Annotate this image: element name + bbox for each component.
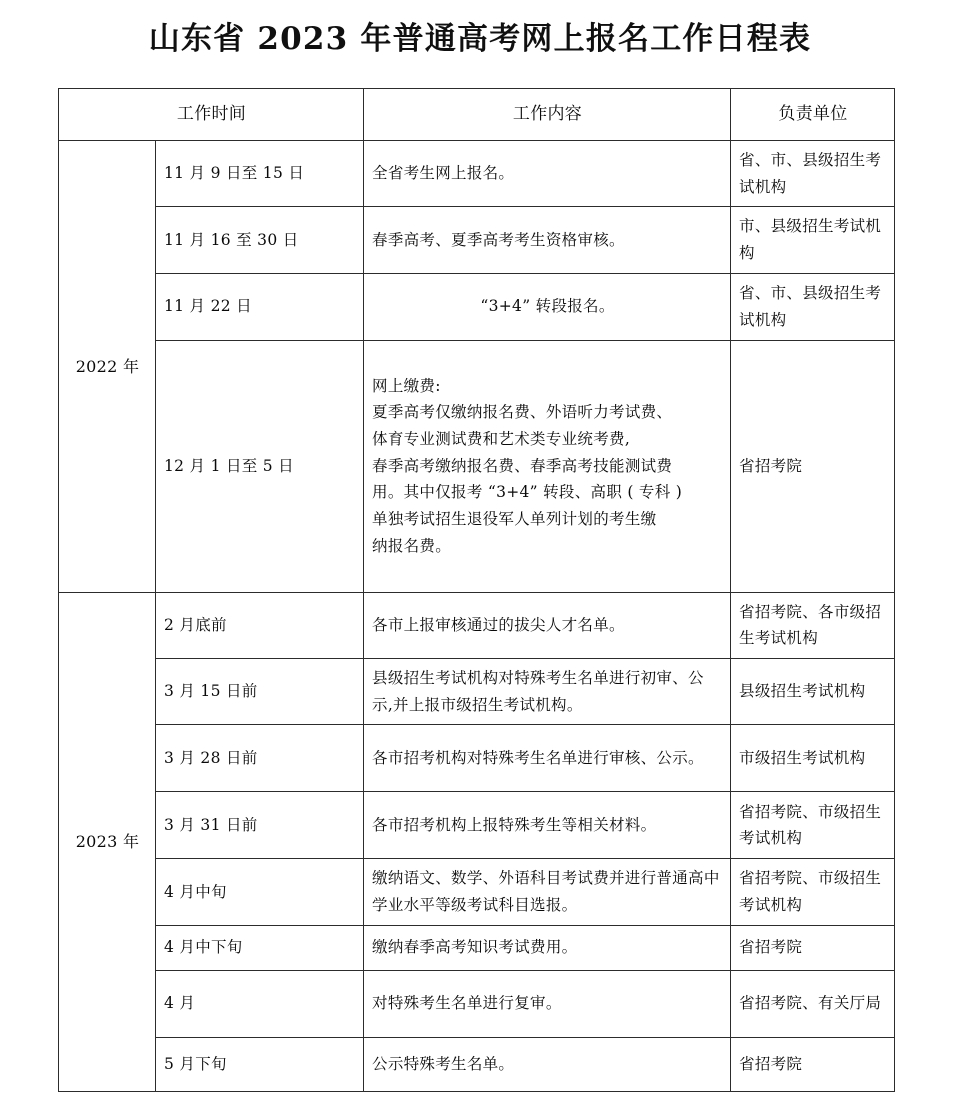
row-content: 各市招考机构对特殊考生名单进行审核、公示。 (364, 725, 731, 792)
row-content: 对特殊考生名单进行复审。 (364, 970, 731, 1037)
row-time: 3 月 15 日前 (156, 658, 364, 724)
row-unit: 省招考院、有关厅局 (731, 970, 895, 1037)
content-line: 用。其中仅报考 “3+4” 转段、高职 ( 专科 ) (372, 483, 683, 502)
row-unit: 省招考院、市级招生考试机构 (731, 859, 895, 925)
table-row (59, 725, 895, 792)
row-time: 5 月下旬 (156, 1037, 364, 1091)
content-line: 夏季高考仅缴纳报名费、外语听力考试费、 (372, 403, 673, 422)
row-unit: 省招考院、各市级招生考试机构 (731, 592, 895, 658)
table-row (59, 925, 895, 970)
row-time: 11 月 9 日至 15 日 (156, 141, 364, 207)
row-content: “3+4” 转段报名。 (364, 273, 731, 340)
table-row (59, 970, 895, 1037)
row-time: 3 月 28 日前 (156, 725, 364, 792)
row-content: 全省考生网上报名。 (364, 141, 731, 207)
row-content (364, 340, 731, 592)
row-time: 4 月 (156, 970, 364, 1037)
table-row (59, 592, 895, 658)
schedule-table-container (58, 88, 894, 1092)
row-time: 11 月 22 日 (156, 273, 364, 340)
row-content: 各市上报审核通过的拔尖人才名单。 (364, 592, 731, 658)
content-line: 单独考试招生退役军人单列计划的考生缴 (372, 510, 657, 529)
table-row (59, 1037, 895, 1091)
row-time: 3 月 31 日前 (156, 792, 364, 859)
table-row (59, 792, 895, 859)
row-time: 12 月 1 日至 5 日 (156, 340, 364, 592)
row-content-paragraph (372, 373, 723, 560)
content-line: 体育专业测试费和艺术类专业统考费, (372, 430, 631, 449)
row-unit: 省招考院 (731, 340, 895, 592)
row-unit: 市级招生考试机构 (731, 725, 895, 792)
table-row (59, 141, 895, 207)
row-unit: 县级招生考试机构 (731, 658, 895, 724)
row-unit: 省、市、县级招生考试机构 (731, 141, 895, 207)
row-unit: 省招考院 (731, 925, 895, 970)
row-content: 春季高考、夏季高考考生资格审核。 (364, 207, 731, 273)
table-row (59, 340, 895, 592)
page-title: 山东省 2023 年普通高考网上报名工作日程表 (148, 21, 812, 57)
row-time: 2 月底前 (156, 592, 364, 658)
content-line: 网上缴费: (372, 376, 441, 395)
table-row (59, 658, 895, 724)
row-time: 4 月中旬 (156, 859, 364, 925)
column-header-time: 工作时间 (59, 89, 364, 141)
table-header-row (59, 89, 895, 141)
table-row (59, 859, 895, 925)
column-header-unit: 负责单位 (731, 89, 895, 141)
content-line: 春季高考缴纳报名费、春季高考技能测试费 (372, 456, 673, 475)
row-time: 4 月中下旬 (156, 925, 364, 970)
table-row (59, 207, 895, 273)
column-header-content: 工作内容 (364, 89, 731, 141)
row-content: 县级招生考试机构对特殊考生名单进行初审、公示,并上报市级招生考试机构。 (364, 658, 731, 724)
year-group-label-2022: 2022 年 (59, 141, 156, 593)
row-content: 各市招考机构上报特殊考生等相关材料。 (364, 792, 731, 859)
row-unit: 市、县级招生考试机构 (731, 207, 895, 273)
content-line: 纳报名费。 (372, 536, 452, 555)
row-time: 11 月 16 至 30 日 (156, 207, 364, 273)
year-group-label-2023: 2023 年 (59, 592, 156, 1091)
row-unit: 省招考院 (731, 1037, 895, 1091)
row-content: 缴纳春季高考知识考试费用。 (364, 925, 731, 970)
row-content: 公示特殊考生名单。 (364, 1037, 731, 1091)
row-unit: 省、市、县级招生考试机构 (731, 273, 895, 340)
row-content: 缴纳语文、数学、外语科目考试费并进行普通高中学业水平等级考试科目选报。 (364, 859, 731, 925)
table-row (59, 273, 895, 340)
row-unit: 省招考院、市级招生考试机构 (731, 792, 895, 859)
schedule-table (58, 88, 895, 1092)
